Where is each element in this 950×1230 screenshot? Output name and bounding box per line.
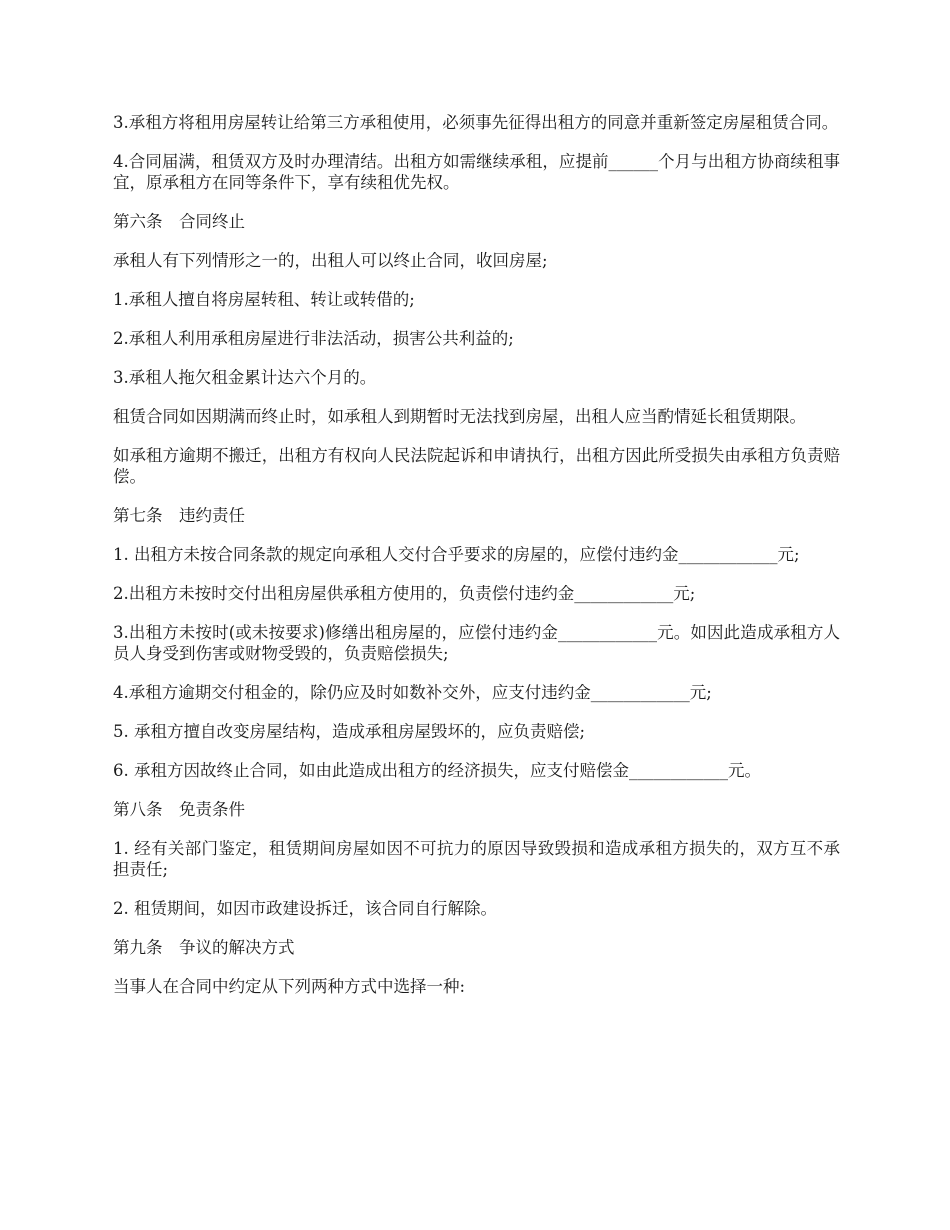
article-6-item-2: 2.承租人利用承租房屋进行非法活动，损害公共利益的;	[113, 329, 514, 348]
article-9-heading: 第九条 争议的解决方式	[113, 938, 295, 957]
article-7-item-1: 1. 出租方未按合同条款的规定向承租人交付合乎要求的房屋的，应偿付违约金____________元;	[113, 545, 800, 564]
article-6-item-1: 1.承租人擅自将房屋转租、转让或转借的;	[113, 290, 415, 309]
article-6-expiry-note: 租赁合同如因期满而终止时，如承租人到期暂时无法找到房屋，出租人应当酌情延长租赁期限。	[113, 407, 806, 426]
article-7-item-5: 5. 承租方擅自改变房屋结构，造成承租房屋毁坏的，应负责赔偿;	[113, 722, 586, 741]
article-8-item-2: 2. 租赁期间，如因市政建设拆迁，该合同自行解除。	[113, 899, 497, 918]
article-6-heading: 第六条 合同终止	[113, 212, 245, 231]
clause-5-item-3: 3.承租方将租用房屋转让给第三方承租使用，必须事先征得出租方的同意并重新签定房屋租赁合同。	[113, 113, 839, 132]
article-6-item-3: 3.承租人拖欠租金累计达六个月的。	[113, 368, 377, 387]
clause-5-item-4: 4.合同届满，租赁双方及时办理清结。出租方如需继续承租，应提前______个月与出租方协商续租事宜，原承租方在同等条件下，享有续租优先权。	[113, 152, 840, 192]
article-7-heading: 第七条 违约责任	[113, 506, 245, 525]
article-8-item-1: 1. 经有关部门鉴定，租赁期间房屋如因不可抗力的原因导致毁损和造成承租方损失的，双方互不承担责任;	[113, 839, 840, 879]
article-9-intro: 当事人在合同中约定从下列两种方式中选择一种:	[113, 977, 466, 996]
article-6-overdue-note: 如承租方逾期不搬迁，出租方有权向人民法院起诉和申请执行，出租方因此所受损失由承租方负责赔偿。	[113, 446, 840, 486]
article-7-item-2: 2.出租方未按时交付出租房屋供承租方使用的，负责偿付违约金____________元;	[113, 584, 696, 603]
article-8-heading: 第八条 免责条件	[113, 800, 245, 819]
article-7-item-3: 3.出租方未按时(或未按要求)修缮出租房屋的，应偿付违约金____________元。如因此造成承租方人员人身受到伤害或财物受毁的，负责赔偿损失;	[113, 623, 840, 663]
article-7-item-6: 6. 承租方因故终止合同，如由此造成出租方的经济损失，应支付赔偿金____________元。	[113, 761, 761, 780]
article-6-intro: 承租人有下列情形之一的，出租人可以终止合同，收回房屋;	[113, 251, 548, 270]
article-7-item-4: 4.承租方逾期交付租金的，除仍应及时如数补交外，应支付违约金____________元;	[113, 683, 712, 702]
document-body	[113, 112, 840, 1015]
